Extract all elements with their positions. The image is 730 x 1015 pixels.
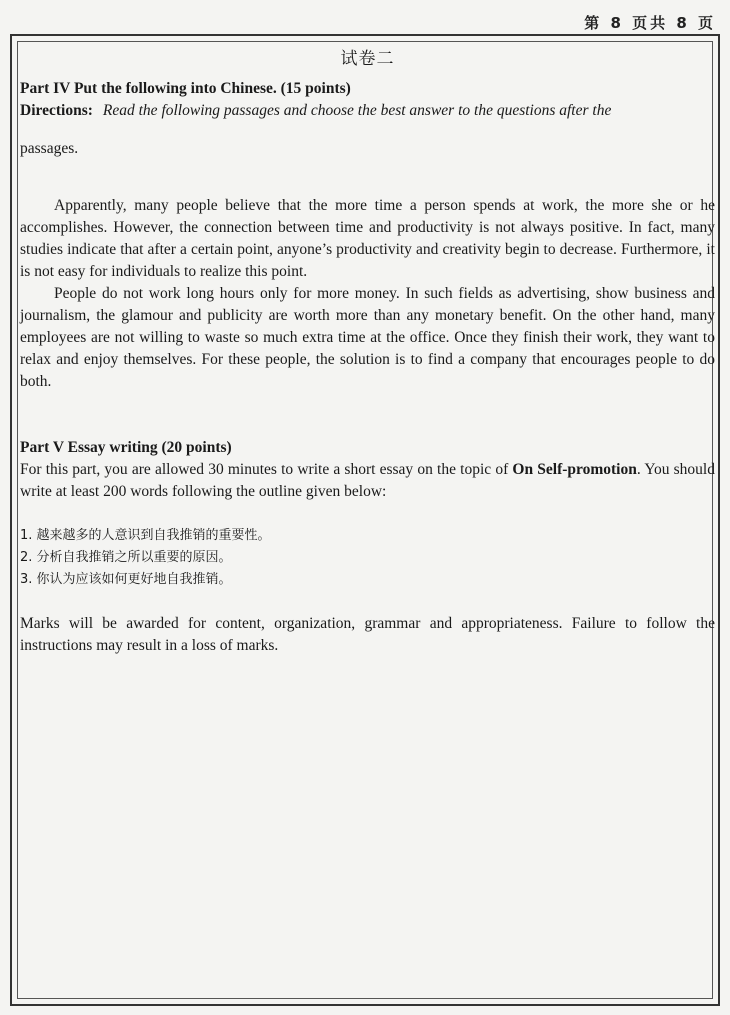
outline-item-2: 2. 分析自我推销之所以重要的原因。 <box>20 550 232 565</box>
passage-paragraph-1: Apparently, many people believe that the more time a person spends at work, the more she or he accomplishes. However, the connection between time and productivity is not always positive. In fact, many studies indicate that after a certain point, anyone’s productivity and creativity begin to decrease. Furthermore, it is not easy for individuals to realize this point. <box>20 197 715 280</box>
directions-label: Directions: <box>20 102 93 119</box>
directions-text: Read the following passages and choose the best answer to the questions after the <box>102 102 612 119</box>
part4-directions <box>20 100 715 122</box>
paper-title: 试卷二 <box>340 49 395 69</box>
part5-instructions <box>20 459 715 503</box>
essay-topic: On Self-promotion <box>512 461 637 478</box>
marks-note: Marks will be awarded for content, organization, grammar and appropriateness. Failure to follow the instructions may result in a loss of marks. <box>20 615 715 654</box>
intro-pre: For this part, you are allowed 30 minutes to write a short essay on the topic of <box>20 461 513 478</box>
outline-item-1: 1. 越来越多的人意识到自我推销的重要性。 <box>20 528 271 543</box>
directions-text-cont: passages. <box>20 139 79 157</box>
page-number-header: 第 8 页共 8 页 <box>584 14 716 32</box>
essay-outline <box>20 525 715 591</box>
outline-item-3: 3. 你认为应该如何更好地自我推销。 <box>20 572 232 587</box>
exam-content <box>20 44 715 657</box>
part4-heading: Part IV Put the following into Chinese. (15 points) <box>20 80 351 97</box>
intro-post: . You should write at least 200 words following the outline given below: <box>20 461 715 500</box>
part5-heading: Part V Essay writing (20 points) <box>20 439 232 456</box>
passage-paragraph-2: People do not work long hours only for more money. In such fields as advertising, show business and journalism, the glamour and publicity are worth more than any monetary benefit. On the other hand, many employees are not willing to waste so much extra time at the office. Once they finish their work, they want to relax and enjoy themselves. For these people, the solution is to find a company that encourages people to do both. <box>20 285 715 390</box>
